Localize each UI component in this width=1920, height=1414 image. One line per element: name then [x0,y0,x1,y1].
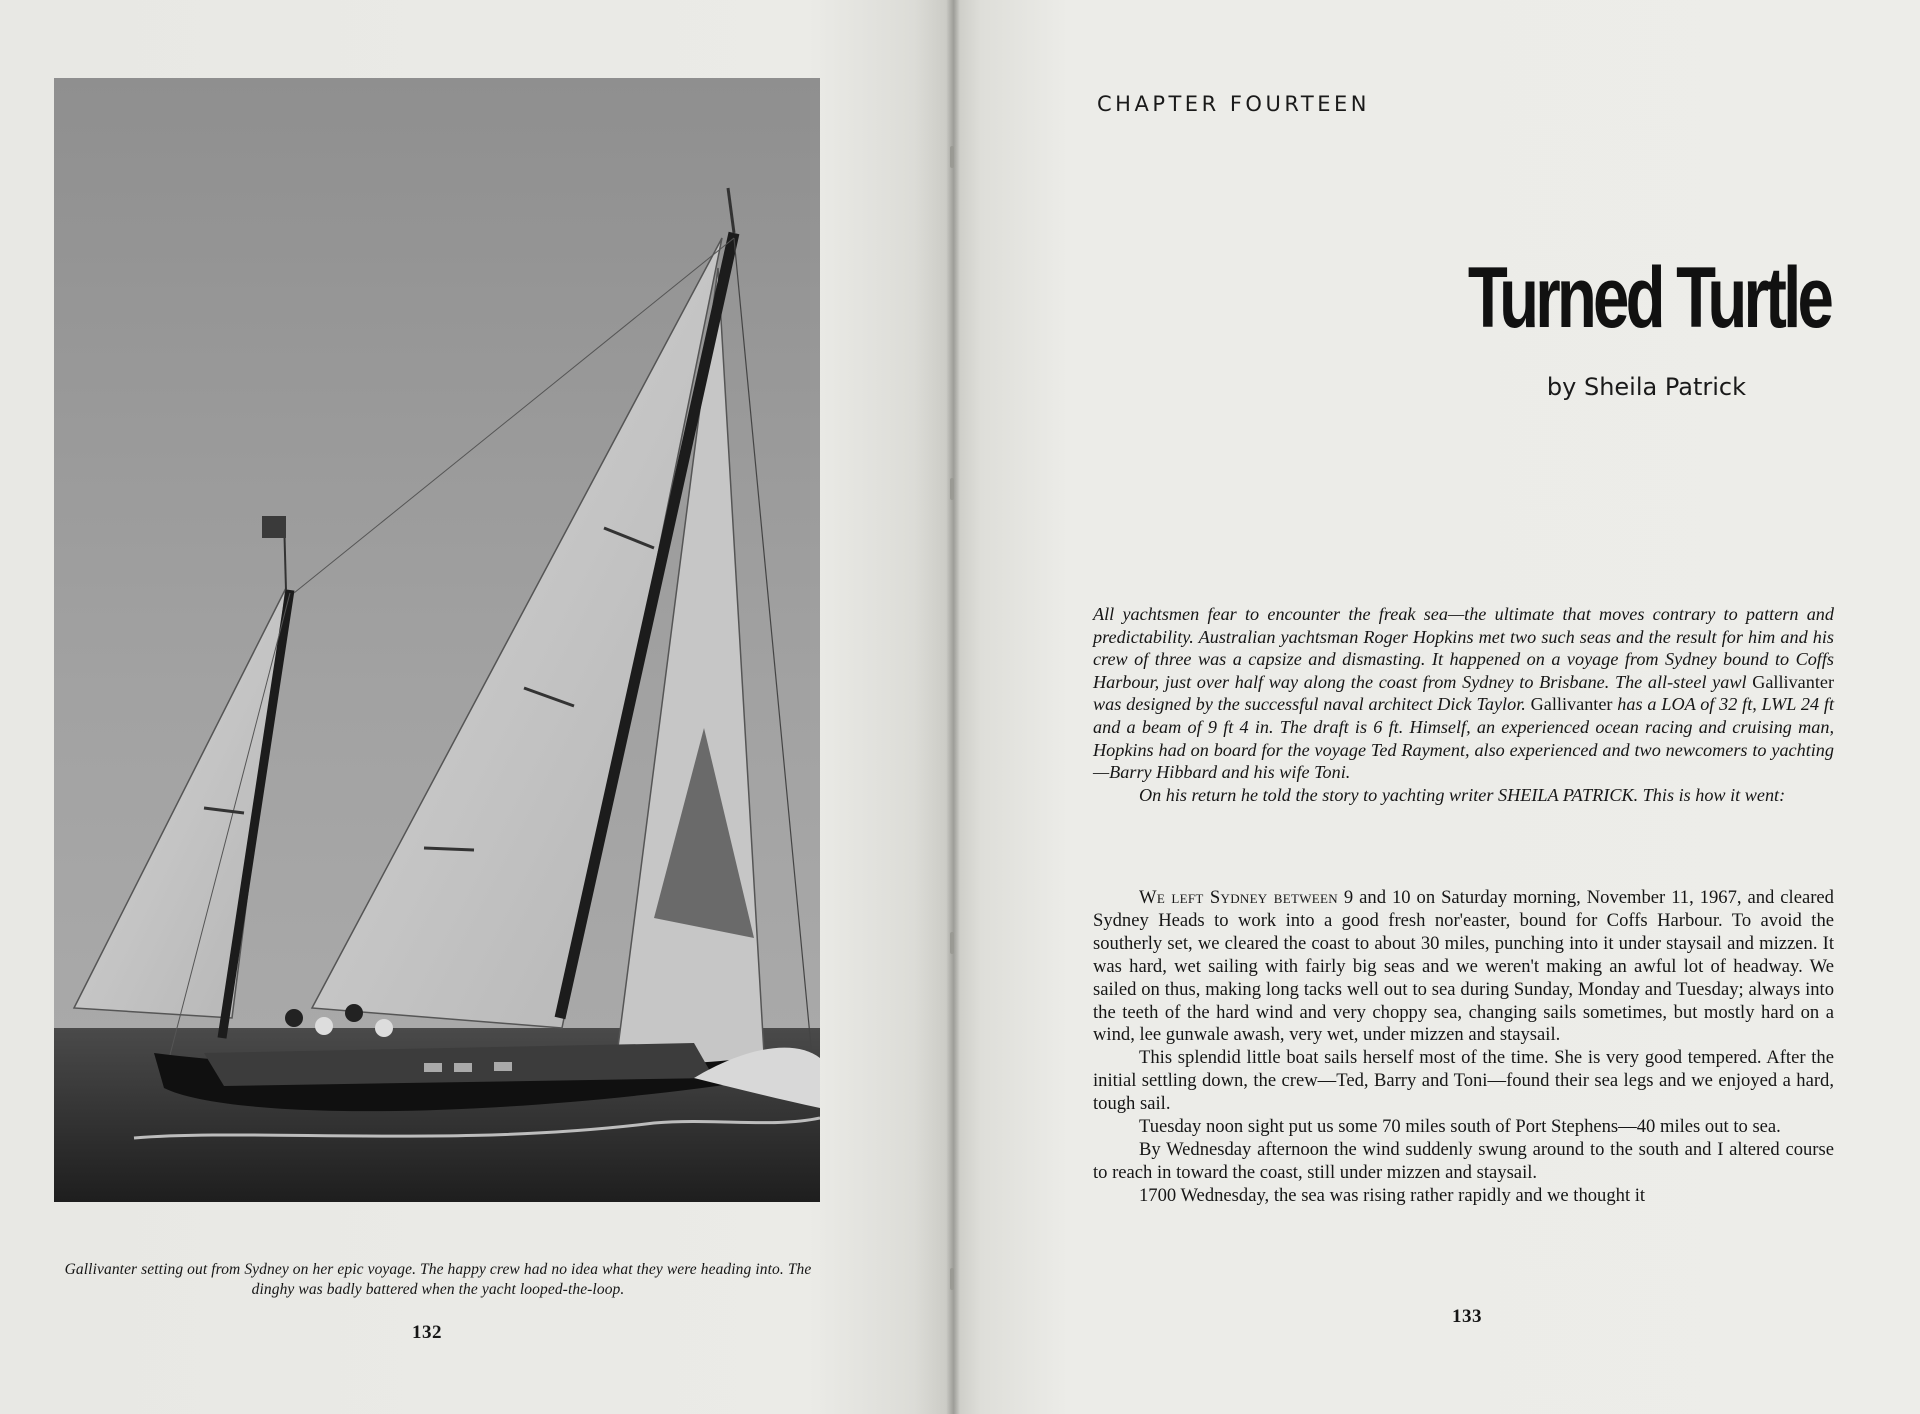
page-number-left: 132 [412,1322,442,1343]
chapter-title: Turned Turtle [1467,250,1830,346]
binding-stitch [950,932,954,954]
article-body [1093,887,1834,1208]
batten-3 [424,848,474,850]
porthole-3 [494,1062,512,1071]
porthole-2 [454,1063,472,1072]
binding-stitch [950,478,954,500]
body-paragraph-3: Tuesday noon sight put us some 70 miles south of Port Stephens—40 miles out to sea. [1139,1116,1781,1138]
crew-3 [345,1004,363,1022]
body-text: 9 and 10 on Saturday morning, November 11, 1967, and cleared Sydney Heads to work into a good fresh nor'easter, bound for Coffs Harbour. To avoid the southerly set, we cleared the coast to about 30 miles, punching into it under staysail and mizzen. It was hard, wet sailing with fairly big seas and we weren't making an awful lot of headway. We sailed on thus, making long tacks well out to sea during Sunday, Monday and Tuesday; always into the teeth of the hard wind and very choppy sea, changing sails sometimes, but mostly hard on a wind, lee gunwale awash, very wet, under mizzen and staysail. [1093,887,1834,1046]
intro-paragraph-1 [1093,603,1834,784]
crew-4 [375,1019,393,1037]
photo-caption: Gallivanter setting out from Sydney on her epic voyage. The happy crew had no idea what they were heading into. The dinghy was badly battered when the yacht looped-the-loop. [64,1261,812,1298]
porthole-1 [424,1063,442,1072]
body-paragraph-2: This splendid little boat sails herself most of the time. She is very good tempered. After the initial settling down, the crew—Ted, Barry and Toni—found their sea legs and we enjoyed a hard, tough sail. [1093,1047,1834,1115]
intro-text: has a LOA of 32 ft, LWL 24 ft and a beam of 9 ft 4 in. The draft is 6 ft. Himself, an experienced ocean racing and cruising man, Hopkins had on board for the voyage Ted Rayment, also experienced and two newcomers to yachting—Barry Hibbard and his wife Toni. [1093,694,1835,783]
body-paragraph-4: By Wednesday afternoon the wind suddenly swung around to the south and I altered course to reach in toward the coast, still under mizzen and staysail. [1093,1138,1834,1183]
intro-standfirst [1093,603,1834,806]
yacht-illustration [54,78,820,1202]
sailing-yacht-photo [54,78,820,1202]
intro-text: All yachtsmen fear to encounter the freak sea—the ultimate that moves contrary to pattern and predictability. Australian yachtsman Roger Hopkins met two such seas and the result for him and his crew of three was a capsize and dismasting. It happened on a voyage from Sydney bound to Coffs Harbour, just over half way along the coast from Sydney to Brisbane. The all-steel yawl [1093,604,1834,692]
boat-name: Gallivanter [1752,671,1834,692]
binding-stitch [950,146,954,168]
crew-1 [285,1009,303,1027]
left-page [0,0,952,1414]
flag [262,516,286,538]
crew-2 [315,1017,333,1035]
byline: by Sheila Patrick [1546,373,1746,401]
body-paragraph-5: 1700 Wednesday, the sea was rising rather rapidly and we thought it [1139,1184,1646,1206]
body-paragraph-1 [1093,887,1834,1047]
page-number-right: 133 [1452,1306,1482,1327]
binding-stitch [950,1268,954,1290]
book-gutter [946,0,960,1414]
lead-in-caps: We left Sydney between [1139,887,1338,908]
boat-name: Gallivanter [1530,694,1613,715]
intro-paragraph-2: On his return he told the story to yachting writer SHEILA PATRICK. This is how it went: [1139,784,1786,805]
chapter-heading: CHAPTER FOURTEEN [1097,92,1370,116]
intro-text: was designed by the successful naval architect Dick Taylor. [1093,694,1531,715]
